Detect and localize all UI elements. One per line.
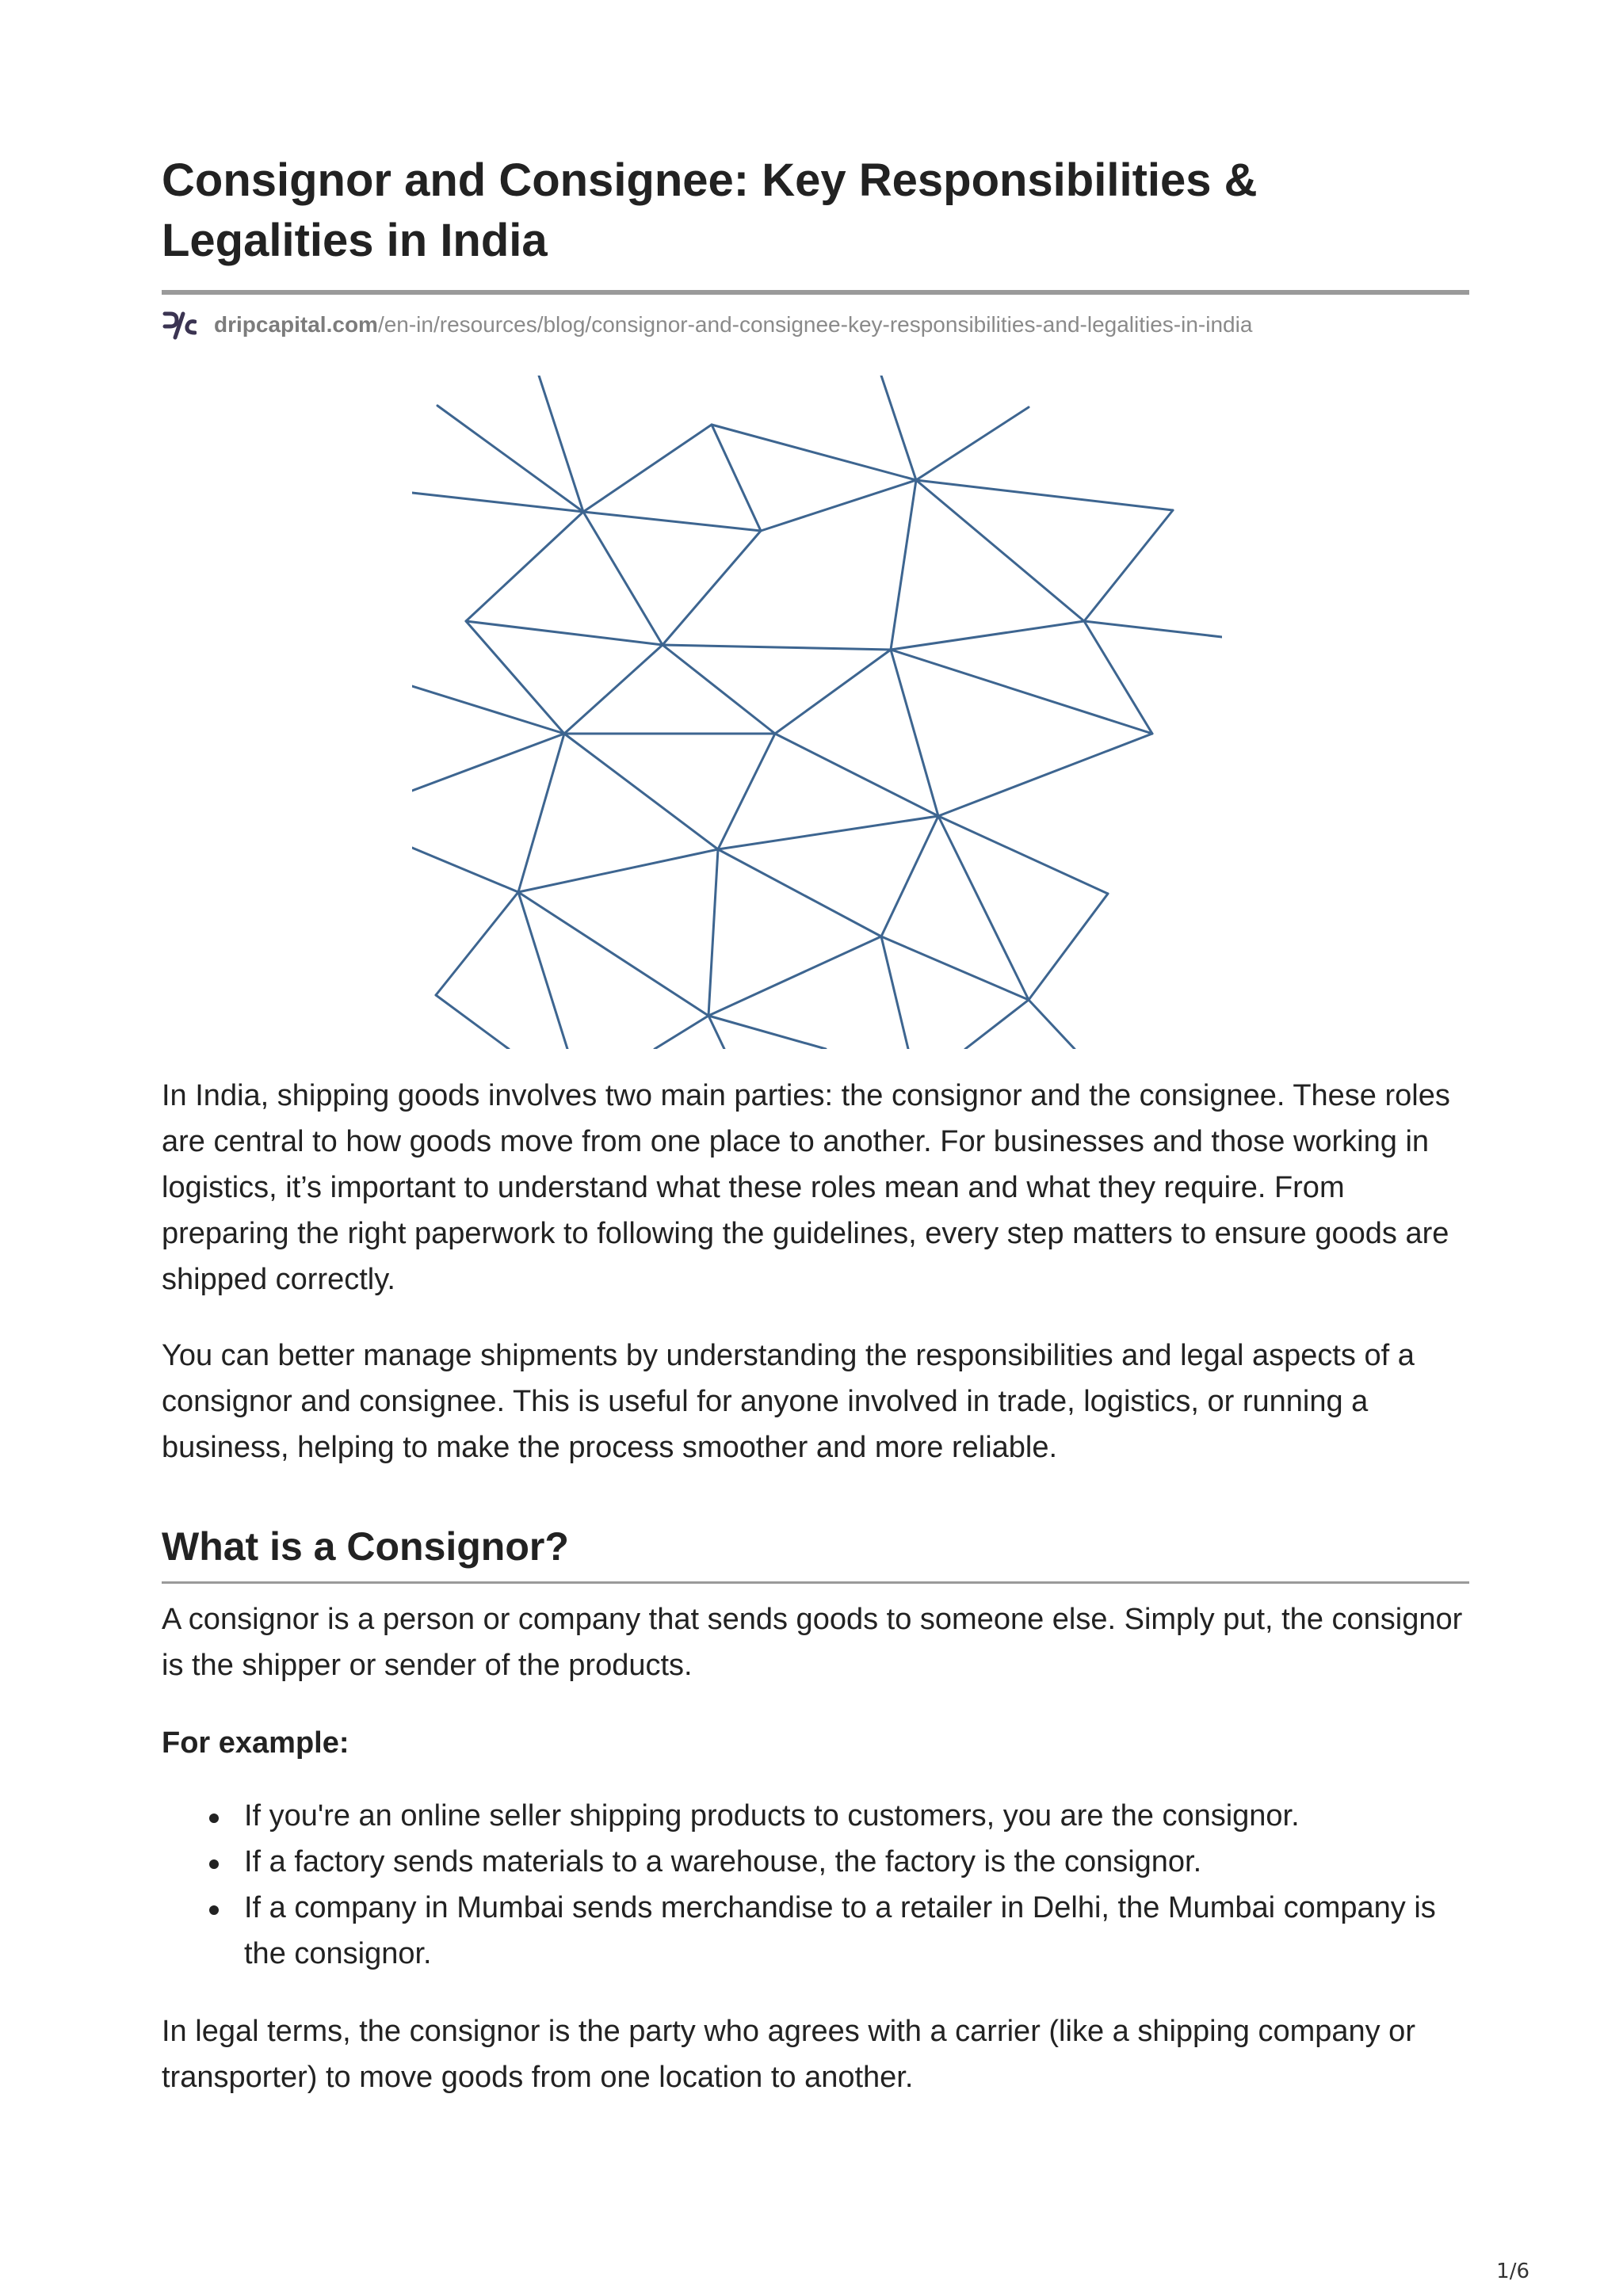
definition-paragraph: A consignor is a person or company that sends goods to someone else. Simply put, the consignor is the shipper or sender of the products. <box>162 1603 1463 1682</box>
source-domain: dripcapital.com <box>214 312 378 337</box>
list-item <box>162 1885 1469 1977</box>
legal-note-paragraph: In legal terms, the consignor is the party who agrees with a carrier (like a shipping company or transporter) to move goods from one location to another. <box>162 2015 1415 2094</box>
bullet-icon <box>209 1859 219 1869</box>
intro-paragraph: In India, shipping goods involves two main parties: the consignor and the consignee. These roles are central to how goods move from one place to another. For businesses and those working in logistics, it’s important to understand what these roles mean and what they require. From preparing the right paperwork to following the guidelines, every step matters to ensure goods are shipped correctly. <box>162 1079 1450 1296</box>
list-item-text: If a company in Mumbai sends merchandise to a retailer in Delhi, the Mumbai company is the consignor. <box>244 1891 1436 1970</box>
bullet-icon <box>209 1905 219 1915</box>
dripcapital-logo-icon <box>162 309 197 341</box>
bullet-icon <box>209 1814 219 1823</box>
page-number: 1/6 <box>1496 2260 1529 2283</box>
source-url[interactable] <box>162 309 1469 341</box>
network-mesh-illustration <box>412 376 1222 1049</box>
list-item <box>162 1793 1469 1839</box>
list-item-text: If you're an online seller shipping products to customers, you are the consignor. <box>244 1799 1300 1833</box>
list-item-text: If a factory sends materials to a warehouse, the factory is the consignor. <box>244 1845 1202 1878</box>
example-list <box>162 1793 1469 1977</box>
intro-paragraph: You can better manage shipments by understanding the responsibilities and legal aspects of a consignor and consignee. This is useful for anyone involved in trade, logistics, or running a business, helping to make the process smoother and more reliable. <box>162 1339 1415 1464</box>
example-label: For example: <box>162 1726 349 1760</box>
source-path: /en-in/resources/blog/consignor-and-consignee-key-responsibilities-and-legalities-in-india <box>377 312 1253 337</box>
list-item <box>162 1839 1469 1885</box>
article-title: Consignor and Consignee: Key Responsibilities & Legalities in India <box>162 151 1469 295</box>
article <box>162 151 1469 2100</box>
section-heading: What is a Consignor? <box>162 1521 1469 1584</box>
